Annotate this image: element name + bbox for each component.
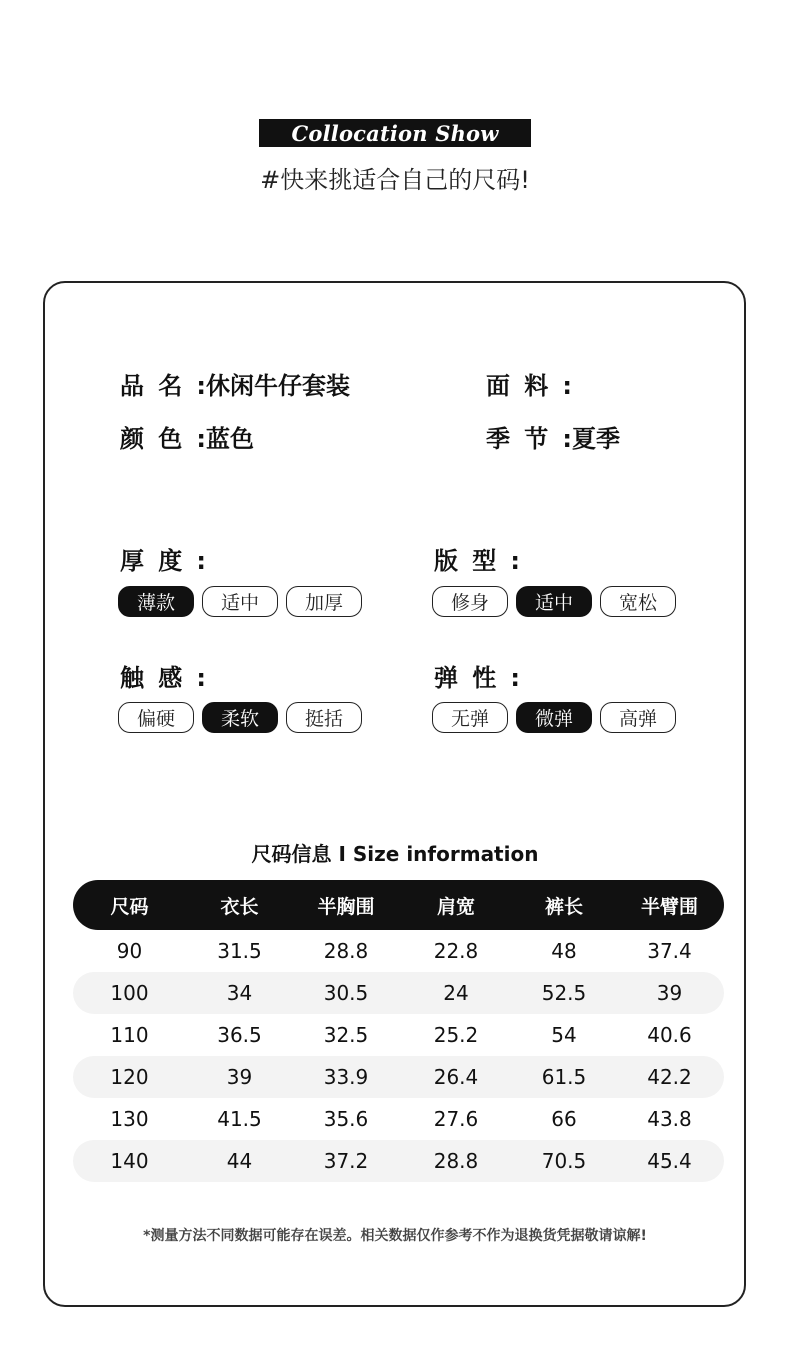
season-value: 夏季 bbox=[572, 425, 620, 453]
fit-title bbox=[434, 541, 520, 576]
fit-option: 修身 bbox=[432, 586, 508, 617]
table-row bbox=[73, 1056, 724, 1098]
touch-title bbox=[120, 658, 206, 693]
column-header: 尺码 bbox=[110, 895, 149, 918]
season-label: 季节: bbox=[486, 425, 572, 453]
table-cell: 32.5 bbox=[323, 1023, 369, 1047]
thickness-chips bbox=[118, 586, 362, 617]
elasticity-option: 无弹 bbox=[432, 702, 508, 733]
table-cell: 22.8 bbox=[433, 939, 479, 963]
table-cell: 45.4 bbox=[647, 1149, 692, 1173]
table-row bbox=[73, 930, 724, 972]
table-cell: 41.5 bbox=[217, 1107, 262, 1131]
column-header: 半胸围 bbox=[317, 895, 375, 918]
elasticity-chips bbox=[432, 702, 676, 733]
table-cell: 110 bbox=[110, 1023, 149, 1047]
size-table bbox=[73, 880, 724, 1182]
fit-option: 宽松 bbox=[600, 586, 676, 617]
elasticity-option: 高弹 bbox=[600, 702, 676, 733]
table-cell: 40.6 bbox=[647, 1023, 692, 1047]
touch-option: 柔软 bbox=[202, 702, 278, 733]
fabric-row bbox=[486, 366, 572, 401]
table-cell: 43.8 bbox=[647, 1107, 692, 1131]
table-cell: 36.5 bbox=[217, 1023, 262, 1047]
season-row bbox=[486, 419, 620, 454]
size-table-header bbox=[73, 880, 724, 930]
table-cell: 42.2 bbox=[647, 1065, 692, 1089]
product-name-row bbox=[120, 366, 350, 401]
table-cell: 120 bbox=[110, 1065, 149, 1089]
color-label: 颜色: bbox=[120, 425, 206, 453]
table-cell: 31.5 bbox=[217, 939, 262, 963]
fit-chips bbox=[432, 586, 676, 617]
table-cell: 34 bbox=[226, 981, 253, 1005]
page-subtitle: #快来挑适合自己的尺码! bbox=[260, 166, 530, 194]
table-cell: 70.5 bbox=[541, 1149, 587, 1173]
size-info-heading: 尺码信息 I Size information bbox=[251, 842, 539, 866]
column-header: 衣长 bbox=[220, 895, 259, 918]
table-cell: 33.9 bbox=[323, 1065, 369, 1089]
table-cell: 35.6 bbox=[323, 1107, 369, 1131]
table-cell: 90 bbox=[116, 939, 143, 963]
table-cell: 52.5 bbox=[541, 981, 587, 1005]
touch-label: 触感: bbox=[120, 664, 206, 692]
table-cell: 44 bbox=[226, 1149, 253, 1173]
elasticity-option: 微弹 bbox=[516, 702, 592, 733]
thickness-option: 薄款 bbox=[118, 586, 194, 617]
table-cell: 25.2 bbox=[433, 1023, 479, 1047]
touch-option: 偏硬 bbox=[118, 702, 194, 733]
fit-option: 适中 bbox=[516, 586, 592, 617]
table-cell: 61.5 bbox=[541, 1065, 587, 1089]
table-cell: 24 bbox=[443, 981, 469, 1005]
elasticity-label: 弹性: bbox=[434, 664, 520, 692]
product-name-label: 品名: bbox=[120, 372, 206, 400]
fit-label: 版型: bbox=[434, 547, 520, 575]
table-cell: 26.4 bbox=[433, 1065, 479, 1089]
thickness-label: 厚度: bbox=[120, 547, 206, 575]
touch-option: 挺括 bbox=[286, 702, 362, 733]
table-cell: 27.6 bbox=[433, 1107, 479, 1131]
table-row bbox=[73, 972, 724, 1014]
table-cell: 37.2 bbox=[323, 1149, 369, 1173]
table-cell: 39 bbox=[226, 1065, 253, 1089]
product-name-value: 休闲牛仔套装 bbox=[206, 372, 350, 400]
thickness-option: 适中 bbox=[202, 586, 278, 617]
thickness-option: 加厚 bbox=[286, 586, 362, 617]
column-header: 半臂围 bbox=[640, 895, 698, 918]
table-row bbox=[73, 1098, 724, 1140]
color-value: 蓝色 bbox=[206, 425, 254, 453]
table-cell: 39 bbox=[656, 981, 683, 1005]
collocation-show-banner: Collocation Show bbox=[259, 119, 531, 147]
table-row bbox=[73, 1140, 724, 1182]
column-header: 裤长 bbox=[544, 895, 583, 918]
table-cell: 28.8 bbox=[323, 939, 369, 963]
color-row bbox=[120, 419, 254, 454]
table-cell: 66 bbox=[551, 1107, 577, 1131]
table-cell: 28.8 bbox=[433, 1149, 479, 1173]
table-cell: 48 bbox=[551, 939, 577, 963]
table-cell: 100 bbox=[110, 981, 149, 1005]
table-cell: 140 bbox=[110, 1149, 149, 1173]
measurement-disclaimer: *测量方法不同数据可能存在误差。相关数据仅作参考不作为退换货凭据敬请谅解! bbox=[143, 1228, 647, 1244]
table-cell: 54 bbox=[551, 1023, 577, 1047]
fabric-label: 面料: bbox=[486, 372, 572, 400]
table-cell: 130 bbox=[110, 1107, 149, 1131]
column-header: 肩宽 bbox=[436, 895, 475, 918]
table-row bbox=[73, 1014, 724, 1056]
thickness-title bbox=[120, 541, 206, 576]
table-cell: 30.5 bbox=[323, 981, 369, 1005]
touch-chips bbox=[118, 702, 362, 733]
elasticity-title bbox=[434, 658, 520, 693]
table-cell: 37.4 bbox=[647, 939, 692, 963]
